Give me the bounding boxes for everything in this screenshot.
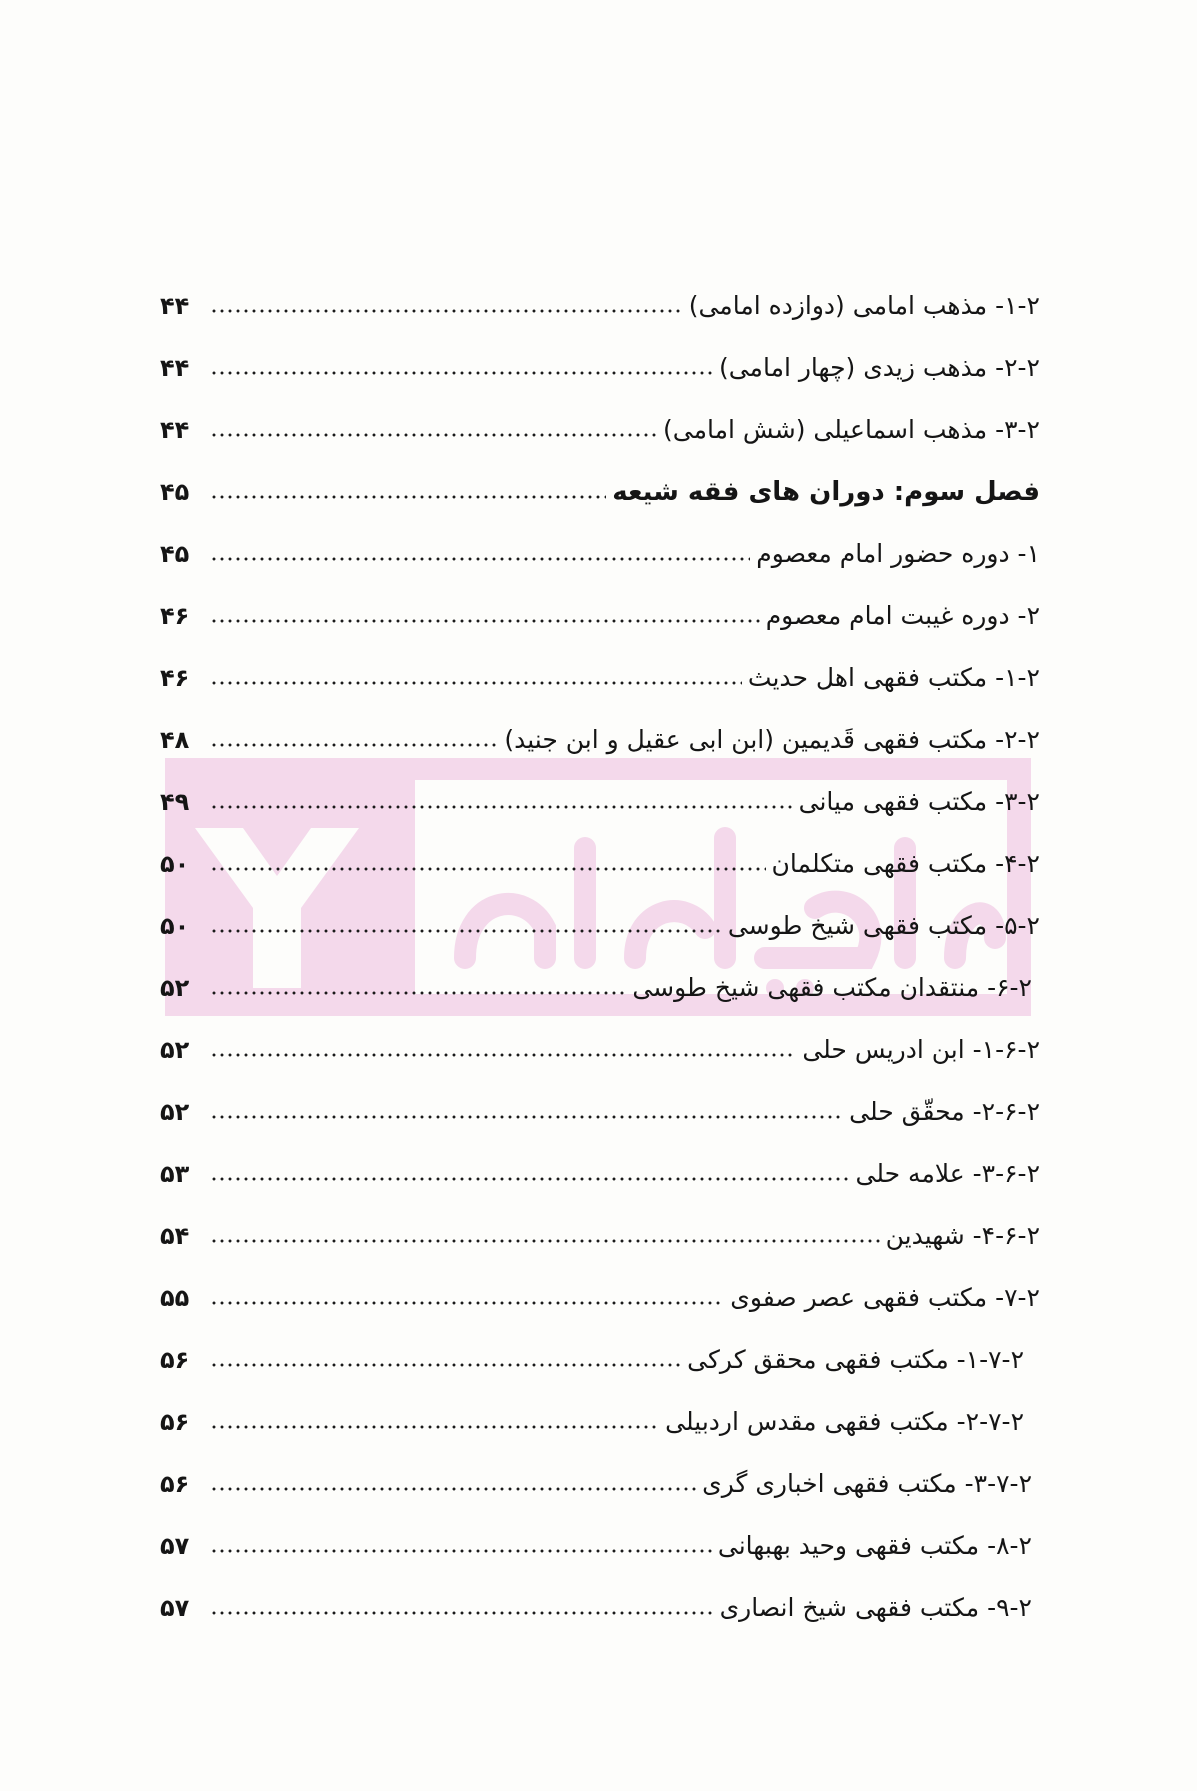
toc-page-number: ۵۶	[160, 1346, 190, 1374]
toc-page-number: ۵۳	[160, 1160, 190, 1188]
toc-entry	[160, 268, 1040, 330]
toc-page-number: ۴۴	[160, 354, 190, 382]
toc-entry	[160, 1570, 1040, 1632]
toc-entry-title: ۷-۲- مکتب فقهی عصر صفوی	[730, 1283, 1040, 1312]
dot-leader	[210, 867, 766, 871]
toc-entry-title: ۹-۲- مکتب فقهی شیخ انصاری	[719, 1593, 1032, 1622]
toc-entry	[160, 702, 1040, 764]
toc-entry	[160, 392, 1040, 454]
toc-entry-title: ۱-۶-۲- ابن ادریس حلی	[802, 1035, 1040, 1064]
dot-leader	[210, 1115, 843, 1119]
toc-page-number: ۵۷	[160, 1594, 190, 1622]
dot-leader	[210, 805, 793, 809]
toc-page-number: ۴۵	[160, 540, 190, 568]
toc-page-number: ۵۰	[160, 912, 190, 940]
toc-entry	[160, 1508, 1040, 1570]
toc-entry	[160, 516, 1040, 578]
dot-leader	[210, 743, 498, 747]
toc-page-number: ۴۵	[160, 478, 190, 506]
toc-entry-title: ۵-۲- مکتب فقهی شیخ طوسی	[727, 911, 1040, 940]
toc-entry-title: ۲-۷-۲- مکتب فقهی مقدس اردبیلی	[665, 1407, 1024, 1436]
toc-entry-title: ۲-۶-۲- محقّق حلی	[849, 1097, 1040, 1126]
toc-entry	[160, 1384, 1040, 1446]
toc-entry-title: ۴-۲- مکتب فقهی متکلمان	[771, 849, 1040, 878]
toc-entry	[160, 578, 1040, 640]
dot-leader	[210, 1425, 659, 1429]
dot-leader	[210, 681, 742, 685]
toc-entry	[160, 764, 1040, 826]
toc-page-number: ۴۴	[160, 292, 190, 320]
toc-page-number: ۴۴	[160, 416, 190, 444]
toc-page-number: ۵۶	[160, 1470, 190, 1498]
toc-page-number: ۵۵	[160, 1284, 190, 1312]
toc-entry	[160, 1322, 1040, 1384]
dot-leader	[210, 1363, 681, 1367]
toc-entry	[160, 330, 1040, 392]
toc-chapter-heading	[160, 454, 1040, 516]
toc-entry-title: ۳-۷-۲- مکتب فقهی اخباری گری	[702, 1469, 1032, 1498]
toc-page-number: ۵۷	[160, 1532, 190, 1560]
toc-entry-title: ۲-۲- مکتب فقهی قَدیمین (ابن ابی عقیل و ابن جنید)	[504, 725, 1040, 754]
toc-entry	[160, 888, 1040, 950]
toc-entry	[160, 1074, 1040, 1136]
dot-leader	[210, 433, 657, 437]
dot-leader	[210, 1239, 880, 1243]
toc-entry-title: فصل سوم: دوران های فقه شیعه	[612, 477, 1040, 507]
toc-entry	[160, 950, 1040, 1012]
toc-entry-title: ۱-۲- مکتب فقهی اهل حدیث	[747, 663, 1040, 692]
toc-entry-title: ۸-۲- مکتب فقهی وحید بهبهانی	[717, 1531, 1032, 1560]
toc-entry	[160, 826, 1040, 888]
table-of-contents	[160, 268, 1040, 1632]
toc-entry-title: ۳-۲- مکتب فقهی میانی	[798, 787, 1040, 816]
dot-leader	[210, 309, 683, 313]
dot-leader	[210, 371, 713, 375]
dot-leader	[210, 1301, 724, 1305]
toc-page-number: ۵۲	[160, 1036, 190, 1064]
toc-entry	[160, 1012, 1040, 1074]
toc-entry-title: ۳-۲- مذهب اسماعیلی (شش امامی)	[663, 415, 1040, 444]
toc-entry-title: ۱-۷-۲- مکتب فقهی محقق کرکی	[687, 1345, 1024, 1374]
dot-leader	[210, 991, 626, 995]
toc-entry-title: ۱-۲- مذهب امامی (دوازده امامی)	[688, 291, 1040, 320]
dot-leader	[210, 557, 750, 561]
toc-entry	[160, 1260, 1040, 1322]
dot-leader	[210, 619, 760, 623]
toc-entry-title: ۲-۲- مذهب زیدی (چهار امامی)	[718, 353, 1040, 382]
toc-entry	[160, 1446, 1040, 1508]
toc-page-number: ۵۲	[160, 974, 190, 1002]
toc-page-number: ۵۲	[160, 1098, 190, 1126]
toc-page-number: ۴۸	[160, 726, 190, 754]
toc-entry	[160, 640, 1040, 702]
dot-leader	[210, 929, 722, 933]
toc-entry	[160, 1198, 1040, 1260]
dot-leader	[210, 1053, 796, 1057]
toc-page-number: ۴۶	[160, 664, 190, 692]
dot-leader	[210, 1549, 712, 1553]
toc-page-number: ۴۹	[160, 788, 190, 816]
toc-page-number: ۵۶	[160, 1408, 190, 1436]
toc-entry-title: ۳-۶-۲- علامه حلی	[855, 1159, 1040, 1188]
toc-page-number: ۵۴	[160, 1222, 190, 1250]
toc-page-number: ۴۶	[160, 602, 190, 630]
dot-leader	[210, 1611, 714, 1615]
toc-entry	[160, 1136, 1040, 1198]
dot-leader	[210, 495, 606, 499]
toc-entry-title: ۶-۲- منتقدان مکتب فقهی شیخ طوسی	[632, 973, 1032, 1002]
toc-entry-title: ۴-۶-۲- شهیدین	[885, 1221, 1040, 1250]
toc-page-number: ۵۰	[160, 850, 190, 878]
dot-leader	[210, 1177, 850, 1181]
toc-entry-title: ۱- دوره حضور امام معصوم	[756, 539, 1040, 568]
toc-entry-title: ۲- دوره غیبت امام معصوم	[765, 601, 1040, 630]
dot-leader	[210, 1487, 696, 1491]
